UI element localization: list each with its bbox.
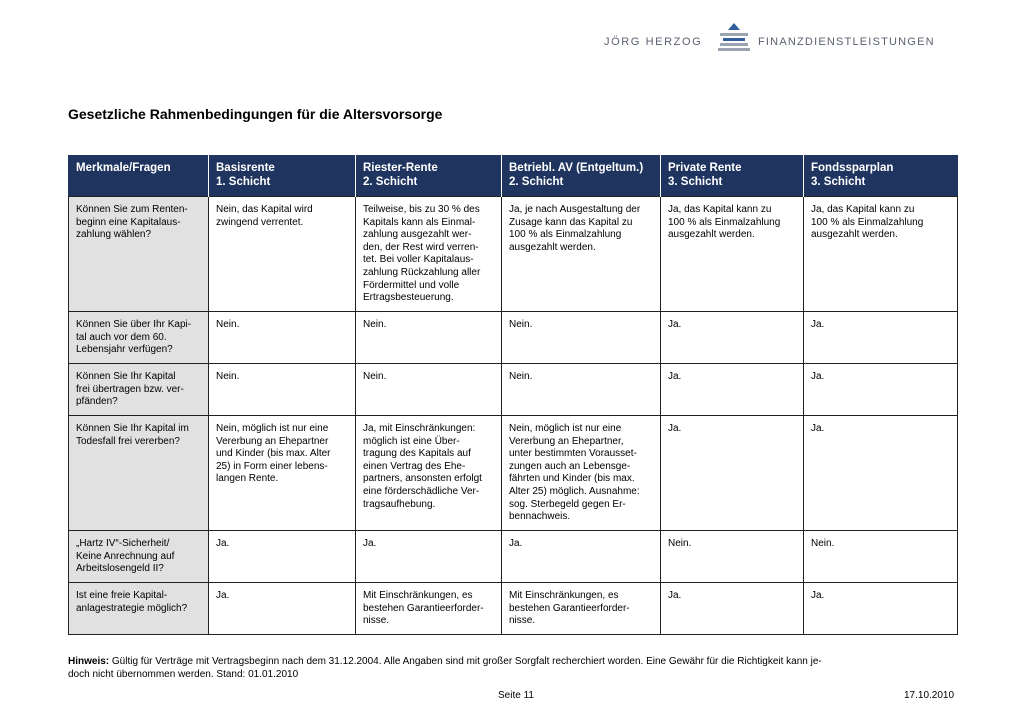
- answer-cell: Nein.: [502, 312, 661, 364]
- answer-cell: Ja.: [209, 531, 356, 583]
- table-row: [69, 364, 958, 416]
- answer-cell: Nein.: [502, 364, 661, 416]
- answer-cell: Ja.: [356, 531, 502, 583]
- answer-cell: Ja.: [209, 583, 356, 635]
- column-header: [804, 155, 958, 197]
- question-cell: Können Sie über Ihr Kapi- tal auch vor dem 60. Lebensjahr verfügen?: [69, 312, 209, 364]
- hint-label: Hinweis:: [68, 656, 110, 667]
- comparison-table: [68, 155, 958, 635]
- answer-cell: Nein.: [209, 364, 356, 416]
- table-row: [69, 531, 958, 583]
- column-header-layer: 2. Schicht: [363, 176, 418, 188]
- column-header: [661, 155, 804, 197]
- column-header-title: Merkmale/Fragen: [76, 162, 171, 174]
- column-header-title: Fondssparplan: [811, 162, 894, 174]
- answer-cell: Mit Einschränkungen, es bestehen Garantieerforder- nisse.: [356, 583, 502, 635]
- column-header: [209, 155, 356, 197]
- company-logo-icon: [716, 22, 752, 56]
- answer-cell: Nein.: [804, 531, 958, 583]
- footer-date: 17.10.2010: [904, 690, 955, 701]
- table-body: [69, 197, 958, 635]
- table-row: [69, 416, 958, 531]
- company-header: [600, 22, 960, 58]
- question-cell: Ist eine freie Kapital- anlagestrategie möglich?: [69, 583, 209, 635]
- column-header-title: Betriebl. AV (Entgeltum.): [509, 162, 644, 174]
- page-number: Seite 11: [498, 690, 534, 701]
- answer-cell: Ja.: [661, 416, 804, 531]
- answer-cell: Nein, das Kapital wird zwingend verrentet.: [209, 197, 356, 312]
- page-title: Gesetzliche Rahmenbedingungen für die Altersvorsorge: [68, 106, 443, 122]
- answer-cell: Mit Einschränkungen, es bestehen Garantieerforder- nisse.: [502, 583, 661, 635]
- column-header-layer: 1. Schicht: [216, 176, 271, 188]
- brand-tagline: FINANZDIENSTLEISTUNGEN: [758, 36, 935, 48]
- column-header: [356, 155, 502, 197]
- column-header-title: Basisrente: [216, 162, 275, 174]
- answer-cell: Nein.: [661, 531, 804, 583]
- answer-cell: Nein, möglich ist nur eine Vererbung an Ehepartner, unter bestimmten Vorausset- zungen auch an Lebensge- fährten und Kinder (bis max. Alter 25) möglich. Ausnahme: sog. Sterbegeld gegen Er- bennachweis.: [502, 416, 661, 531]
- answer-cell: Nein.: [356, 364, 502, 416]
- answer-cell: Ja.: [661, 312, 804, 364]
- hint-text: Gültig für Verträge mit Vertragsbeginn nach dem 31.12.2004. Alle Angaben sind mit großer Sorgfalt recherchiert worden. Eine Gewähr für die Richtigkeit kann je- doch nicht übernommen werden. Stand: 01.01.2010: [68, 656, 822, 680]
- answer-cell: Ja.: [502, 531, 661, 583]
- hint-note: [68, 655, 948, 681]
- answer-cell: Ja, mit Einschränkungen: möglich ist eine Über- tragung des Kapitals auf einen Vertrag des Ehe- partners, ansonsten erfolgt eine förderschädliche Ver- tragsaufhebung.: [356, 416, 502, 531]
- answer-cell: Ja.: [661, 583, 804, 635]
- answer-cell: Ja, das Kapital kann zu 100 % als Einmalzahlung ausgezahlt werden.: [804, 197, 958, 312]
- answer-cell: Ja.: [804, 583, 958, 635]
- answer-cell: Nein, möglich ist nur eine Vererbung an Ehepartner und Kinder (bis max. Alter 25) in Form einer lebens- langen Rente.: [209, 416, 356, 531]
- column-header-layer: 3. Schicht: [811, 176, 866, 188]
- column-header: [69, 155, 209, 197]
- answer-cell: Ja.: [804, 312, 958, 364]
- answer-cell: Teilweise, bis zu 30 % des Kapitals kann als Einmal- zahlung ausgezahlt wer- den, der Rest wird verren- tet. Bei voller Kapitalaus- zahlung Rückzahlung aller Fördermittel und volle Ertragsbesteuerung.: [356, 197, 502, 312]
- answer-cell: Ja.: [661, 364, 804, 416]
- table-row: [69, 197, 958, 312]
- column-header-layer: 2. Schicht: [509, 176, 564, 188]
- answer-cell: Nein.: [356, 312, 502, 364]
- answer-cell: Ja, je nach Ausgestaltung der Zusage kann das Kapital zu 100 % als Einmalzahlung ausgezahlt werden.: [502, 197, 661, 312]
- table-row: [69, 583, 958, 635]
- column-header-layer: 3. Schicht: [668, 176, 723, 188]
- brand-name: JÖRG HERZOG: [604, 36, 703, 48]
- question-cell: Können Sie zum Renten- beginn eine Kapitalaus- zahlung wählen?: [69, 197, 209, 312]
- column-header-title: Riester-Rente: [363, 162, 438, 174]
- table-header-row: [69, 155, 958, 197]
- table-row: [69, 312, 958, 364]
- answer-cell: Nein.: [209, 312, 356, 364]
- column-header: [502, 155, 661, 197]
- answer-cell: Ja.: [804, 364, 958, 416]
- answer-cell: Ja.: [804, 416, 958, 531]
- question-cell: Können Sie Ihr Kapital im Todesfall frei vererben?: [69, 416, 209, 531]
- column-header-title: Private Rente: [668, 162, 742, 174]
- question-cell: „Hartz IV“-Sicherheit/ Keine Anrechnung auf Arbeitslosengeld II?: [69, 531, 209, 583]
- answer-cell: Ja, das Kapital kann zu 100 % als Einmalzahlung ausgezahlt werden.: [661, 197, 804, 312]
- question-cell: Können Sie Ihr Kapital frei übertragen bzw. ver- pfänden?: [69, 364, 209, 416]
